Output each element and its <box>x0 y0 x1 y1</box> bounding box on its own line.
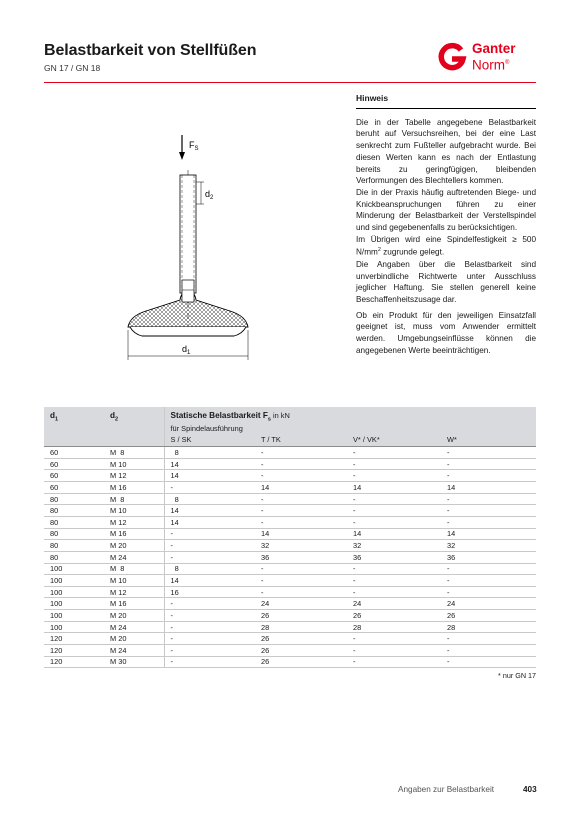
table-cell: 24 <box>255 598 347 610</box>
table-row <box>44 470 536 482</box>
table-cell: - <box>255 586 347 598</box>
table-cell: 36 <box>441 551 536 563</box>
table-cell: 14 <box>255 528 347 540</box>
load-capacity-table <box>44 407 536 668</box>
table-cell: M 20 <box>104 540 164 552</box>
table-cell: M 16 <box>104 528 164 540</box>
table-cell: 14 <box>164 516 255 528</box>
table-cell: 26 <box>347 610 441 622</box>
table-cell: - <box>255 505 347 517</box>
table-cell: - <box>164 645 255 657</box>
table-row <box>44 610 536 622</box>
table-cell: M 12 <box>104 470 164 482</box>
table-cell: - <box>347 633 441 645</box>
force-label: $F_S$ <box>189 140 199 152</box>
header-rule <box>44 82 536 83</box>
table-cell: - <box>347 458 441 470</box>
table-cell: - <box>441 633 536 645</box>
table-cell: 120 <box>44 645 104 657</box>
table-cell: - <box>441 447 536 459</box>
notes-panel <box>356 93 536 357</box>
notes-paragraph-1: Die in der Tabelle angegebene Belastbarkeit beruht auf Versuchsreihen, bei der eine Last senkrecht zum Fußteller aufgebracht wurde. Bei diesen Werten kann es nach der Entlastung bereits zu geringfügigen, bleibenden Verformungen des Blechtellers kommen. <box>356 117 536 186</box>
col-header-d1: $d_1$ <box>44 407 104 423</box>
table-cell: 16 <box>164 586 255 598</box>
table-cell: - <box>164 610 255 622</box>
table-cell: M 10 <box>104 575 164 587</box>
notes-heading: Hinweis <box>356 93 536 109</box>
table-row <box>44 505 536 517</box>
table-cell: 14 <box>441 482 536 494</box>
table-cell: - <box>255 575 347 587</box>
notes-paragraph-3: Im Übrigen wird eine Spindelfestigkeit ≥ 500 $N/mm^2$ zugrunde gelegt. <box>356 234 536 258</box>
table-row <box>44 540 536 552</box>
table-cell: 100 <box>44 563 104 575</box>
d1-label: $d_1$ <box>182 344 191 356</box>
table-cell: M 24 <box>104 551 164 563</box>
table-cell: 60 <box>44 458 104 470</box>
table-cell: - <box>441 563 536 575</box>
table-cell: 8 <box>164 563 255 575</box>
table-cell: 14 <box>164 470 255 482</box>
table-cell: - <box>164 540 255 552</box>
table-cell: 26 <box>255 633 347 645</box>
col-header-variant: T / TK <box>255 434 347 447</box>
force-arrow-head <box>179 152 185 160</box>
table-cell: 80 <box>44 505 104 517</box>
table-cell: - <box>441 575 536 587</box>
table-cell: - <box>441 493 536 505</box>
notes-paragraph-2: Die in der Praxis häufig auftretenden Biege- und Knickbeanspruchungen führen zu einer Minderung der Belastbarkeit der Verstellspindel und sind gegebenenfalls zu berücksichtigen. <box>356 187 536 233</box>
table-cell: - <box>347 656 441 668</box>
table-row <box>44 645 536 657</box>
table-cell: - <box>164 551 255 563</box>
table-row <box>44 598 536 610</box>
table-cell: M 16 <box>104 482 164 494</box>
table-row <box>44 482 536 494</box>
table-cell: M 10 <box>104 505 164 517</box>
col-subheader-variant: für Spindelausführung <box>164 423 536 434</box>
table-cell: 26 <box>255 610 347 622</box>
table-cell: - <box>255 516 347 528</box>
table-cell: M 8 <box>104 447 164 459</box>
table-cell: M 12 <box>104 516 164 528</box>
table-cell: 14 <box>164 458 255 470</box>
table-cell: - <box>255 458 347 470</box>
table-row <box>44 447 536 459</box>
table-cell: - <box>347 505 441 517</box>
col-header-variant: S / SK <box>164 434 255 447</box>
table-row <box>44 563 536 575</box>
table-cell: M 8 <box>104 563 164 575</box>
table-cell: - <box>164 656 255 668</box>
table-cell: - <box>255 447 347 459</box>
table-cell: - <box>441 516 536 528</box>
table-cell: - <box>441 656 536 668</box>
table-cell: 100 <box>44 586 104 598</box>
pad-base <box>130 327 246 336</box>
table-row <box>44 656 536 668</box>
table-cell: 14 <box>347 528 441 540</box>
table-cell: M 20 <box>104 633 164 645</box>
table-cell: 32 <box>347 540 441 552</box>
table-cell: 14 <box>164 575 255 587</box>
table-cell: 36 <box>347 551 441 563</box>
table-cell: - <box>441 458 536 470</box>
table-cell: 80 <box>44 528 104 540</box>
table-cell: 28 <box>441 621 536 633</box>
table-cell: - <box>347 586 441 598</box>
table-row <box>44 621 536 633</box>
table-cell: M 10 <box>104 458 164 470</box>
table-cell: 32 <box>441 540 536 552</box>
table-cell: - <box>347 470 441 482</box>
table-cell: 24 <box>441 598 536 610</box>
table-cell: - <box>255 470 347 482</box>
table-cell: 100 <box>44 621 104 633</box>
page-title: Belastbarkeit von Stellfüßen <box>44 42 257 59</box>
table-cell: 8 <box>164 493 255 505</box>
table-cell: - <box>347 447 441 459</box>
table-row <box>44 575 536 587</box>
table-cell: 120 <box>44 656 104 668</box>
table-footnote: * nur GN 17 <box>498 671 536 680</box>
table-cell: - <box>347 493 441 505</box>
col-header-variant: V* / VK* <box>347 434 441 447</box>
table-cell: - <box>164 633 255 645</box>
table-cell: 14 <box>164 505 255 517</box>
table-cell: 80 <box>44 493 104 505</box>
logo-word-ganter: Ganter <box>472 41 516 56</box>
table-cell: M 24 <box>104 645 164 657</box>
table-cell: M 20 <box>104 610 164 622</box>
logo-word-norm: Norm® <box>472 57 510 73</box>
col-header-d2: $d_2$ <box>104 407 164 423</box>
col-header-load-group: Statische Belastbarkeit $F_s$ in kN <box>164 407 536 423</box>
table-cell: 8 <box>164 447 255 459</box>
table-cell: - <box>255 493 347 505</box>
table-cell: - <box>347 516 441 528</box>
table-cell: - <box>441 586 536 598</box>
table-cell: - <box>441 505 536 517</box>
table-cell: 80 <box>44 551 104 563</box>
table-cell: 32 <box>255 540 347 552</box>
table-cell: - <box>441 645 536 657</box>
table-cell: M 8 <box>104 493 164 505</box>
table-cell: M 16 <box>104 598 164 610</box>
footer-section-title: Angaben zur Belastbarkeit <box>398 785 495 794</box>
table-row <box>44 586 536 598</box>
table-cell: M 12 <box>104 586 164 598</box>
table-cell: 36 <box>255 551 347 563</box>
table-cell: 120 <box>44 633 104 645</box>
table-cell: 100 <box>44 598 104 610</box>
col-header-variant: W* <box>441 434 536 447</box>
table-cell: M 30 <box>104 656 164 668</box>
table-cell: - <box>164 528 255 540</box>
table-cell: - <box>164 482 255 494</box>
table-cell: - <box>164 621 255 633</box>
notes-paragraph-5: Ob ein Produkt für den jeweiligen Einsatzfall geeignet ist, muss vom Anwender ermittelt werden. Umgebungseinflüsse können die angegebenen Werte beeinträchtigen. <box>356 310 536 355</box>
table-row <box>44 633 536 645</box>
table-cell: - <box>255 563 347 575</box>
footer-page-number: 403 <box>523 785 537 794</box>
table-cell: - <box>347 575 441 587</box>
table-cell: 26 <box>441 610 536 622</box>
table-row <box>44 516 536 528</box>
levelling-foot-drawing <box>120 130 260 370</box>
table-cell: 26 <box>255 656 347 668</box>
table-row <box>44 528 536 540</box>
table-cell: - <box>441 470 536 482</box>
d2-label: $d_2$ <box>205 189 214 201</box>
brand-logo <box>437 42 547 74</box>
table-row <box>44 458 536 470</box>
table-cell: 80 <box>44 516 104 528</box>
table-cell: - <box>347 563 441 575</box>
page-subtitle: GN 17 / GN 18 <box>44 63 101 73</box>
table-cell: 60 <box>44 482 104 494</box>
table-cell: 100 <box>44 610 104 622</box>
table-cell: - <box>164 598 255 610</box>
table-cell: 28 <box>255 621 347 633</box>
ball-stud <box>182 280 194 302</box>
ganter-logo-icon <box>437 42 467 72</box>
table-cell: 60 <box>44 470 104 482</box>
table-cell: 28 <box>347 621 441 633</box>
notes-paragraph-4: Die Angaben über die Belastbarkeit sind unverbindliche Richtwerte unter Ausschluss jeglicher Haftung. Sie stellen generell keine Beschaffenheitszusage dar. <box>356 259 536 304</box>
table-row <box>44 551 536 563</box>
table-cell: 26 <box>255 645 347 657</box>
table-cell: 80 <box>44 540 104 552</box>
table-cell: 24 <box>347 598 441 610</box>
table-cell: M 24 <box>104 621 164 633</box>
table-cell: 14 <box>347 482 441 494</box>
table-cell: 14 <box>441 528 536 540</box>
table-cell: 100 <box>44 575 104 587</box>
table-cell: - <box>347 645 441 657</box>
table-row <box>44 493 536 505</box>
table-cell: 14 <box>255 482 347 494</box>
spindle <box>180 175 196 293</box>
table-cell: 60 <box>44 447 104 459</box>
